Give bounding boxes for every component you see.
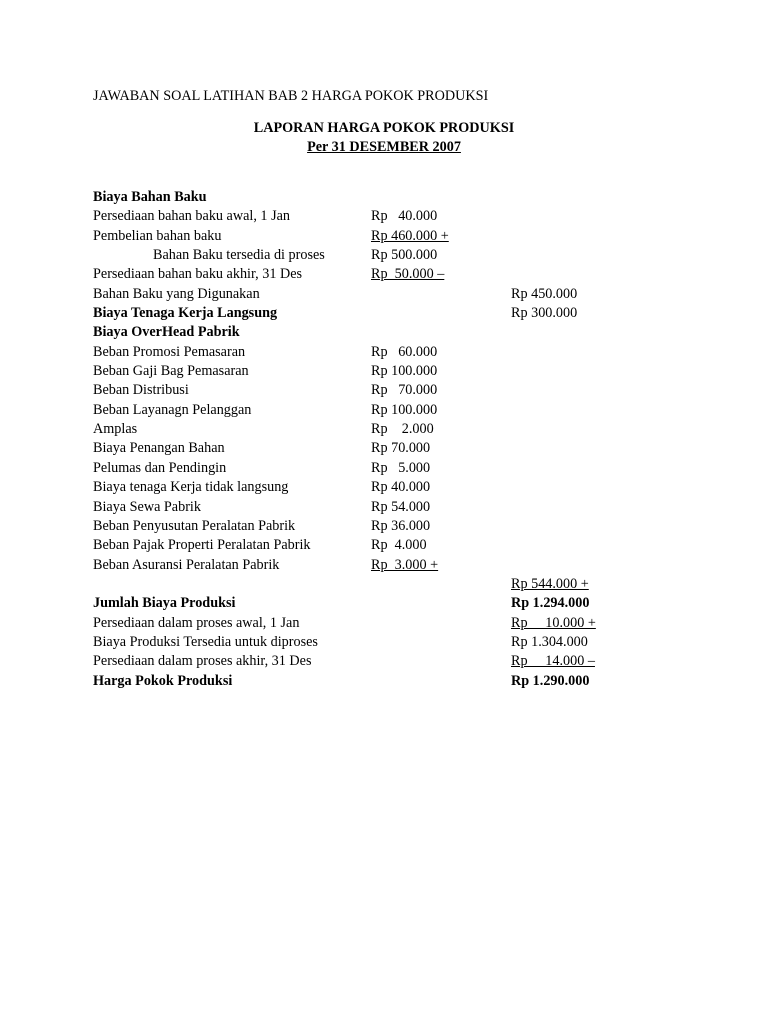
- report-row: [0, 265, 768, 284]
- report-row: [0, 207, 768, 226]
- row-subtotal-amount: Rp 460.000 +: [371, 227, 449, 244]
- row-label: Biaya Penangan Bahan: [93, 440, 225, 457]
- row-label: Beban Layanagn Pelanggan: [93, 401, 252, 418]
- report-table: [0, 188, 768, 691]
- report-row: [0, 652, 768, 671]
- report-row: [0, 536, 768, 555]
- row-label: Bahan Baku yang Digunakan: [93, 285, 260, 302]
- report-row: [0, 227, 768, 246]
- report-title: LAPORAN HARGA POKOK PRODUKSI: [253, 120, 515, 136]
- row-label: Persediaan bahan baku akhir, 31 Des: [93, 266, 303, 283]
- row-label: Beban Distribusi: [93, 382, 189, 399]
- row-total-amount: Rp 1.290.000: [511, 672, 590, 689]
- row-label: Beban Gaji Bag Pemasaran: [93, 363, 249, 380]
- row-label: Biaya Sewa Pabrik: [93, 498, 201, 515]
- report-row: [0, 439, 768, 458]
- row-subtotal-amount: Rp 70.000: [371, 382, 438, 399]
- row-subtotal-amount: Rp 60.000: [371, 343, 438, 360]
- row-total-amount: Rp 544.000 +: [511, 575, 589, 592]
- row-label: Beban Asuransi Peralatan Pabrik: [93, 556, 280, 573]
- row-subtotal-amount: Rp 5.000: [371, 459, 431, 476]
- report-row: [0, 285, 768, 304]
- report-row: [0, 633, 768, 652]
- report-row: [0, 614, 768, 633]
- row-label: Beban Promosi Pemasaran: [93, 343, 246, 360]
- report-subtitle-text: Per 31 DESEMBER 2007: [307, 139, 461, 155]
- report-row: [0, 246, 768, 265]
- row-total-amount: Rp 14.000 –: [511, 653, 595, 670]
- row-label: Pembelian bahan baku: [93, 227, 222, 244]
- row-label: Persediaan dalam proses awal, 1 Jan: [93, 614, 300, 631]
- report-row: [0, 517, 768, 536]
- report-row: [0, 420, 768, 439]
- row-subtotal-amount: Rp 36.000: [371, 517, 431, 534]
- row-label: Beban Penyusutan Peralatan Pabrik: [93, 517, 296, 534]
- row-label: Persediaan dalam proses akhir, 31 Des: [93, 653, 312, 670]
- row-subtotal-amount: Rp 54.000: [371, 498, 431, 515]
- row-label: Persediaan bahan baku awal, 1 Jan: [93, 208, 290, 225]
- row-total-amount: Rp 450.000: [511, 285, 578, 302]
- report-row: [0, 478, 768, 497]
- row-subtotal-amount: Rp 100.000: [371, 363, 438, 380]
- row-label: Biaya Bahan Baku: [93, 189, 207, 205]
- row-label: Biaya Produksi Tersedia untuk diproses: [93, 633, 318, 650]
- row-label: Jumlah Biaya Produksi: [93, 595, 236, 612]
- report-row: [0, 459, 768, 478]
- row-total-amount: Rp 300.000: [511, 305, 578, 322]
- row-total-amount: Rp 10.000 +: [511, 614, 596, 631]
- row-label: Amplas: [93, 421, 138, 438]
- row-label: Biaya OverHead Pabrik: [93, 324, 240, 341]
- report-row: [0, 594, 768, 613]
- row-subtotal-amount: Rp 3.000 +: [371, 556, 439, 573]
- report-row: [0, 498, 768, 517]
- report-row: [0, 323, 768, 342]
- document-header: JAWABAN SOAL LATIHAN BAB 2 HARGA POKOK PRODUKSI: [93, 88, 489, 104]
- report-row: [0, 362, 768, 381]
- row-label: Biaya tenaga Kerja tidak langsung: [93, 479, 289, 496]
- row-total-amount: Rp 1.304.000: [511, 633, 588, 650]
- row-total-amount: Rp 1.294.000: [511, 595, 590, 612]
- row-label: Pelumas dan Pendingin: [93, 459, 227, 476]
- report-row: [0, 188, 768, 207]
- row-subtotal-amount: Rp 40.000: [371, 479, 431, 496]
- row-subtotal-amount: Rp 100.000: [371, 401, 438, 418]
- row-label: Bahan Baku tersedia di proses: [153, 247, 325, 264]
- row-subtotal-amount: Rp 40.000: [371, 208, 438, 225]
- report-row: [0, 381, 768, 400]
- row-label: Biaya Tenaga Kerja Langsung: [93, 305, 278, 322]
- report-row: [0, 672, 768, 691]
- report-row: [0, 575, 768, 594]
- row-subtotal-amount: Rp 50.000 –: [371, 266, 445, 283]
- report-row: [0, 304, 768, 323]
- report-subtitle: [0, 139, 768, 156]
- report-row: [0, 556, 768, 575]
- row-label: Beban Pajak Properti Peralatan Pabrik: [93, 537, 311, 554]
- row-subtotal-amount: Rp 2.000: [371, 421, 434, 438]
- row-subtotal-amount: Rp 70.000: [371, 440, 431, 457]
- report-row: [0, 401, 768, 420]
- row-subtotal-amount: Rp 4.000: [371, 537, 427, 554]
- report-row: [0, 343, 768, 362]
- row-subtotal-amount: Rp 500.000: [371, 247, 438, 264]
- row-label: Harga Pokok Produksi: [93, 672, 233, 689]
